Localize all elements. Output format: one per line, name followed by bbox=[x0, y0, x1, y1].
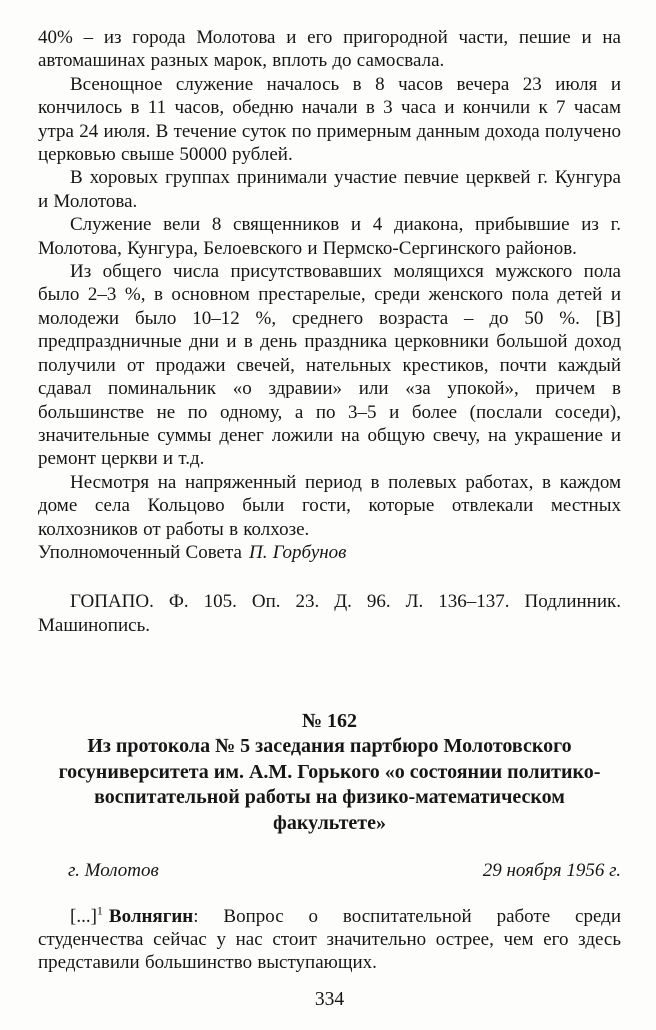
archive-reference: ГОПАПО. Ф. 105. Оп. 23. Д. 96. Л. 136–137. Подлинник. Машинопись. bbox=[38, 591, 621, 636]
footnote-marker: 1 bbox=[96, 903, 103, 918]
document-162 bbox=[38, 709, 621, 975]
paragraph: Служение вели 8 священников и 4 диакона, прибывшие из г. Молотова, Кунгура, Белоевского и Пермско-Сергинского районов. bbox=[38, 214, 621, 259]
paragraph: Всенощное служение началось в 8 часов вечера 23 июля и кончилось в 11 часов, обедню начали в 3 часа и кончили к 7 часам утра 24 июля. В течение суток по примерным данным дохода получено церковью свыше 50000 рублей. bbox=[38, 73, 621, 166]
dateline bbox=[38, 859, 621, 882]
paragraph: Из общего числа присутствовавших молящихся мужского пола было 2–3 %, в основном престарелые, среди женского пола детей и молодежи было 10–12 %, среднего возраста – до 50 %. [В] предпраздничные дни и в день праздника церковники большой доход получили от продажи свечей, нательных крестиков, почти каждый сдавал поминальник «о здравии» или «за упокой», причем в большинстве не по одному, а по 3–5 и более (послали соседи), значительные суммы денег ложили на общую свечу, на украшение и ремонт церкви и т.д. bbox=[38, 261, 621, 470]
paragraph-continuation: 40% – из города Молотова и его пригородной части, пешие и на автомашинах разных марок, вплоть до самосвала. bbox=[38, 27, 621, 72]
document-number: № 162 bbox=[301, 710, 358, 733]
paragraph: В хоровых группах принимали участие певчие церквей г. Кунгура и Молотова. bbox=[38, 167, 621, 212]
document-title-line: Из протокола № 5 заседания партбюро Молотовского bbox=[87, 735, 572, 758]
dateline-place: г. Молотов bbox=[68, 860, 159, 882]
speaker-name: Волнягин bbox=[108, 905, 194, 927]
document-title bbox=[38, 734, 621, 836]
dateline-date: 29 ноября 1956 г. bbox=[482, 860, 621, 882]
omission-mark: [...] bbox=[70, 905, 97, 927]
page-number: 334 bbox=[314, 988, 345, 1010]
signature-line bbox=[38, 541, 621, 564]
document-title-line: воспитательной работы на физико-математическом факультете» bbox=[94, 786, 565, 834]
document-161-ending bbox=[38, 26, 621, 637]
signature-name: П. Горбунов bbox=[248, 541, 347, 563]
document-162-body bbox=[38, 905, 621, 975]
paragraph: Несмотря на напряженный период в полевых работах, в каждом доме села Кольцово были гости, которые отвлекали местных колхозников от работы в колхозе. bbox=[38, 471, 621, 540]
signature-role: Уполномоченный Совета bbox=[38, 541, 242, 563]
document-title-line: госуниверситета им. А.М. Горького «о состоянии политико- bbox=[58, 760, 601, 783]
speech-text: : Вопрос о воспитательной работе среди студенчества сейчас у нас стоит значительно острее, чем его здесь представили большинство выступающих. bbox=[38, 905, 621, 974]
paragraph bbox=[38, 905, 621, 975]
